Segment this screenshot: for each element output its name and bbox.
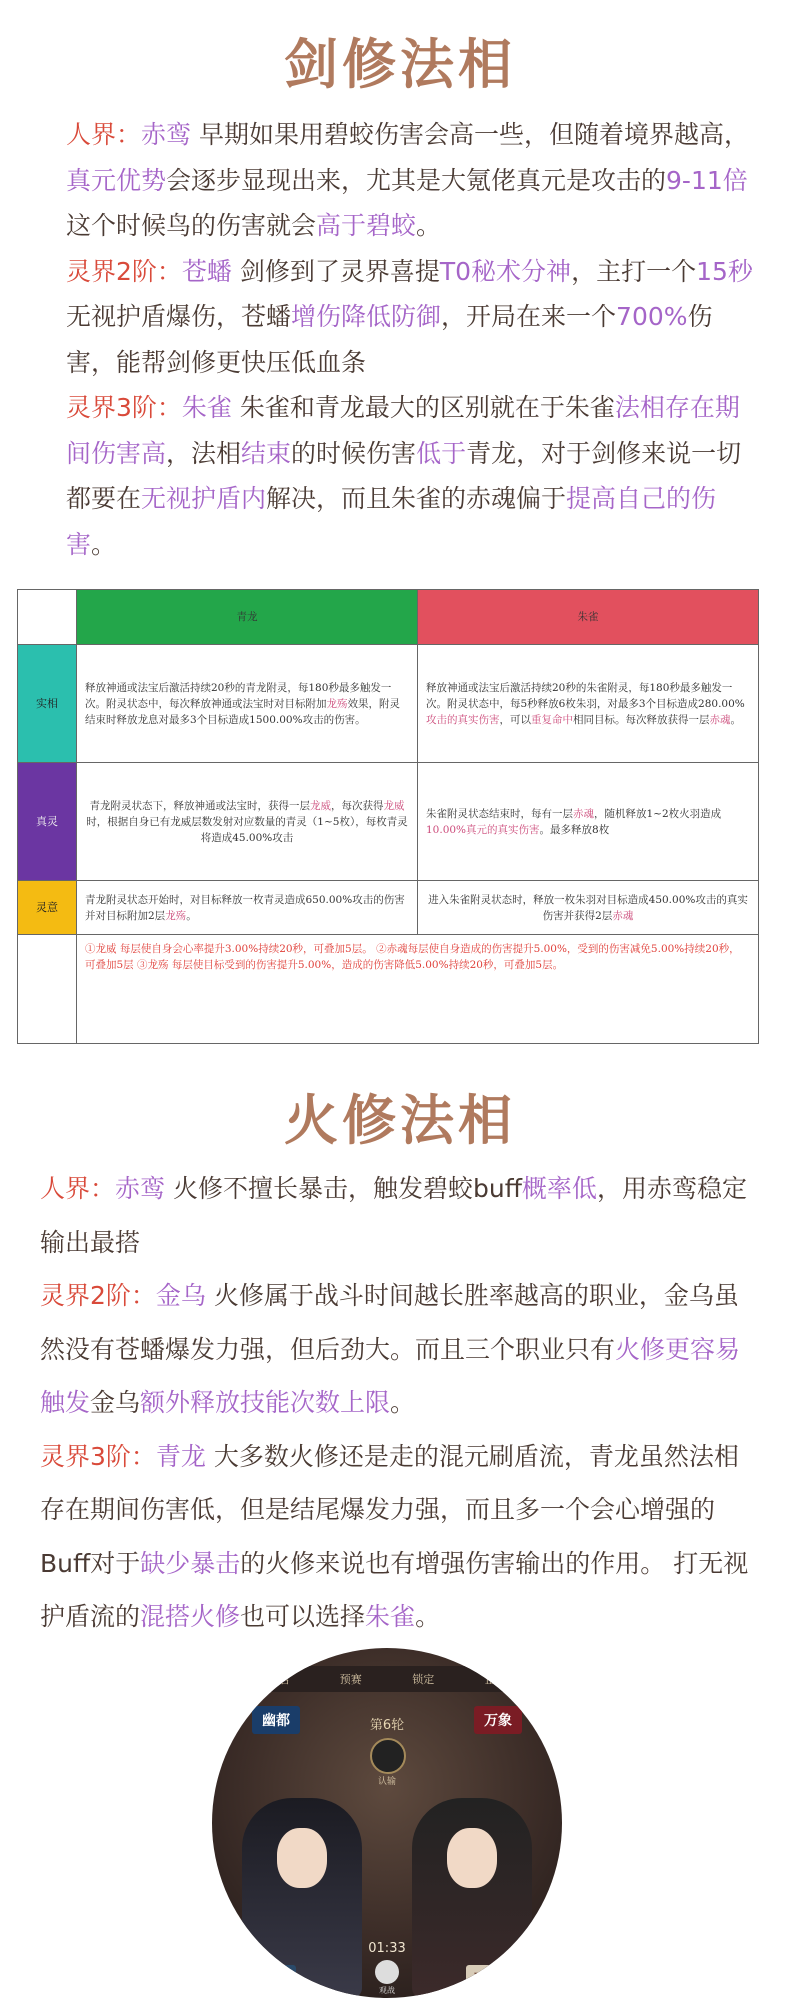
table-note-row xyxy=(18,935,759,1044)
highlight: 结束 xyxy=(241,438,292,468)
cell-text: 朱雀附灵状态结束时，每有一层 xyxy=(426,807,573,820)
row-label: 灵意 xyxy=(18,881,77,935)
text: 。 xyxy=(415,1602,441,1631)
match-timer: 01:33 xyxy=(368,1941,406,1956)
highlight: 混搭火修 xyxy=(140,1602,241,1631)
sword-section-title: 剑修法相 xyxy=(284,33,516,96)
cell-text: 青龙附灵状态开始时，对目标释放一枚青灵造成650.00%攻击的伤害并对目标附加2层 xyxy=(85,893,405,922)
realm-label: 灵界2阶： xyxy=(40,1281,156,1310)
highlight: 朱雀 xyxy=(365,1602,416,1631)
table-note: ①龙威 每层使自身会心率提升3.00%持续20秒，可叠加5层。 ②赤魂每层使自身造成的伤害提升5.00%，受到的伤害减免5.00%持续20秒，可叠加5层 ③龙殇 每层使目标受到的伤害提升5.00%，造成的伤害降低5.00%持续20秒，可叠加5层。 xyxy=(77,935,759,1044)
table-row xyxy=(18,881,759,935)
cell-text: ，可以 xyxy=(499,713,531,726)
highlight: 无视护盾内 xyxy=(141,484,267,513)
text: 大多数火修还是走的混元刷盾流，青龙虽然法相存在期间伤害低，但是结尾爆发力强，而且多一个会心增强的Buff对于 xyxy=(40,1441,739,1578)
keyword: 龙殇 xyxy=(165,909,187,922)
text: 的火修来说也有增强伤害输出的作用。 打无视护盾流的 xyxy=(40,1548,749,1631)
cell-text: 。最多释放8枚 xyxy=(539,823,610,836)
table-cell xyxy=(77,881,418,935)
fire-section-title: 火修法相 xyxy=(284,1089,516,1152)
text: 火修属于战斗时间越长胜率越高的职业，金乌虽然没有苍蟠爆发力强，但后劲大。而且三个职业只有 xyxy=(40,1281,739,1364)
surrender-label: 认输 xyxy=(377,1777,396,1787)
cell-text: 青龙附灵状态下，释放神通或法宝时，获得一层 xyxy=(89,799,310,812)
text: 朱雀和青龙最大的区别就在于朱雀 xyxy=(231,393,615,422)
table-row xyxy=(18,763,759,881)
table-header-row xyxy=(18,590,759,645)
table-cell xyxy=(77,763,418,881)
spectate-label: 观战 xyxy=(379,1986,395,1995)
text: 的时候伤害 xyxy=(291,438,417,468)
highlight: T0秘术分神 xyxy=(439,256,572,286)
keyword: 赤魂 xyxy=(573,807,594,820)
text: 火修不擅长暴击，触发碧蛟buff xyxy=(165,1174,522,1203)
keyword: 攻击的真实伤害 xyxy=(426,713,500,726)
highlight: 法相存在期间伤害高 xyxy=(66,393,740,468)
column-header-zhuque: 朱雀 xyxy=(418,590,759,645)
highlight: 额外释放技能次数上限 xyxy=(140,1388,391,1417)
highlight: 提高自己的伤害 xyxy=(66,484,717,559)
text: ，用赤鸾稳定输出最搭 xyxy=(40,1174,747,1257)
text: 早期如果用碧蛟伤害会高一些，但随着境界越高， xyxy=(191,120,749,149)
sword-paragraphs xyxy=(66,112,756,567)
surrender-button[interactable] xyxy=(370,1738,406,1774)
highlight: 缺少暴击 xyxy=(140,1548,241,1578)
cell-text: 。 xyxy=(186,909,197,922)
text: 解决，而且朱雀的赤魂偏于 xyxy=(266,484,567,513)
keyword: 龙威 xyxy=(383,799,405,812)
text: 伤害，能帮剑修更快压低血条 xyxy=(66,302,713,377)
pet-name: 苍蟠 xyxy=(181,256,232,286)
right-player-name: 取名字 xyxy=(466,1965,518,1990)
text: 会逐步显现出来，尤其是大氪佬真元是攻击的 xyxy=(166,165,667,195)
pet-name: 赤鸾 xyxy=(141,120,192,149)
game-screenshot xyxy=(212,1648,562,1998)
keyword: 赤魂 xyxy=(612,909,634,922)
stage-tab-bar xyxy=(242,1666,532,1692)
sword-paragraph-3 xyxy=(66,385,756,567)
text: 。 xyxy=(390,1388,416,1417)
column-header-qinglong: 青龙 xyxy=(77,590,418,645)
fire-paragraphs xyxy=(40,1162,762,1644)
round-label: 第6轮 xyxy=(369,1718,405,1733)
sword-paragraph-1 xyxy=(66,112,756,249)
highlight: 火修更容易触发 xyxy=(40,1334,741,1417)
cell-text: 释放神通或法宝后激活持续20秒的朱雀附灵，每180秒最多触发一次。附灵状态中，每5秒释放6枚朱羽，对最多3个目标造成280.00% xyxy=(426,681,745,710)
cell-text: ，每次获得 xyxy=(331,799,384,812)
realm-label: 人界： xyxy=(66,120,142,149)
table-cell xyxy=(418,881,759,935)
pet-name: 金乌 xyxy=(155,1281,206,1310)
cell-text: 相同目标。每次释放获得一层 xyxy=(573,713,710,726)
text: 这个时候鸟的伤害就会 xyxy=(66,211,317,240)
table-cell xyxy=(77,645,418,763)
pet-name: 朱雀 xyxy=(181,393,232,422)
stage-tab[interactable]: 预赛 xyxy=(339,1673,362,1686)
cell-text: 时，根据自身已有龙威层数发射对应数量的青灵（1~5枚），每枚青灵将造成45.00%攻击 xyxy=(86,815,408,844)
fire-paragraph-3 xyxy=(40,1430,762,1644)
left-player-name: 修缘 xyxy=(256,1965,296,1990)
comparison-table xyxy=(17,589,759,1044)
cell-text: ，随机释放1~2枚火羽造成 xyxy=(594,807,722,820)
stage-tab[interactable]: 报名 xyxy=(267,1673,290,1686)
keyword: 10.00%真元的真实伤害 xyxy=(426,823,540,836)
stage-tab[interactable]: 锁定 xyxy=(412,1673,435,1686)
text: ，法相 xyxy=(166,438,242,468)
highlight: 700% xyxy=(616,302,688,331)
highlight: 概率低 xyxy=(521,1174,597,1203)
highlight: 真元优势 xyxy=(66,165,167,195)
cell-text: 。 xyxy=(730,713,741,726)
fire-paragraph-2 xyxy=(40,1269,762,1430)
character-face xyxy=(447,1828,497,1888)
keyword: 龙威 xyxy=(310,799,331,812)
pet-name: 赤鸾 xyxy=(115,1174,166,1203)
text: 剑修到了灵界喜提 xyxy=(231,256,440,286)
realm-label: 灵界3阶： xyxy=(66,393,182,422)
eye-icon[interactable] xyxy=(375,1960,399,1984)
highlight: 增伤降低防御 xyxy=(291,302,442,331)
character-face xyxy=(277,1828,327,1888)
cell-text: 进入朱雀附灵状态时，释放一枚朱羽对目标造成450.00%攻击的真实伤害并获得2层 xyxy=(428,893,748,922)
highlight: 低于 xyxy=(416,438,467,468)
cell-text: 释放神通或法宝后激活持续20秒的青龙附灵，每180秒最多触发一次。附灵状态中，每次释放神通或法宝时对目标附加 xyxy=(85,681,392,710)
text: ，开局在来一个 xyxy=(441,302,617,331)
keyword: 重复命中 xyxy=(531,713,573,726)
text: 也可以选择 xyxy=(240,1602,366,1631)
table-empty-cell xyxy=(18,935,77,1044)
highlight: 9-11倍 xyxy=(666,165,748,195)
highlight: 高于碧蛟 xyxy=(316,211,417,240)
text: 。 xyxy=(91,529,117,559)
table-cell xyxy=(418,645,759,763)
row-label: 真灵 xyxy=(18,763,77,881)
table-row xyxy=(18,645,759,763)
keyword: 赤魂 xyxy=(709,713,731,726)
table-corner-cell xyxy=(18,590,77,645)
realm-label: 人界： xyxy=(40,1174,116,1203)
realm-label: 灵界3阶： xyxy=(40,1441,156,1471)
realm-label: 灵界2阶： xyxy=(66,256,182,286)
row-label: 实相 xyxy=(18,645,77,763)
highlight: 15秒 xyxy=(696,256,753,286)
table-cell xyxy=(418,763,759,881)
pet-name: 青龙 xyxy=(155,1441,206,1471)
keyword: 龙殇 xyxy=(326,697,348,710)
stage-tab[interactable]: 正赛 xyxy=(484,1673,507,1686)
fire-paragraph-1 xyxy=(40,1162,762,1269)
right-team-banner: 万象 xyxy=(474,1706,522,1734)
left-team-banner: 幽都 xyxy=(252,1706,300,1734)
text: 金乌 xyxy=(90,1388,141,1417)
text: 。 xyxy=(416,211,442,240)
text: ，主打一个 xyxy=(571,256,697,286)
cell-text: 效果，附灵结束时释放龙息对最多3个目标造成1500.00%攻击的伤害。 xyxy=(85,697,400,726)
text: 青龙，对于剑修来说一切都要在 xyxy=(66,438,742,513)
sword-paragraph-2 xyxy=(66,249,756,386)
text: 无视护盾爆伤，苍蟠 xyxy=(66,302,292,331)
